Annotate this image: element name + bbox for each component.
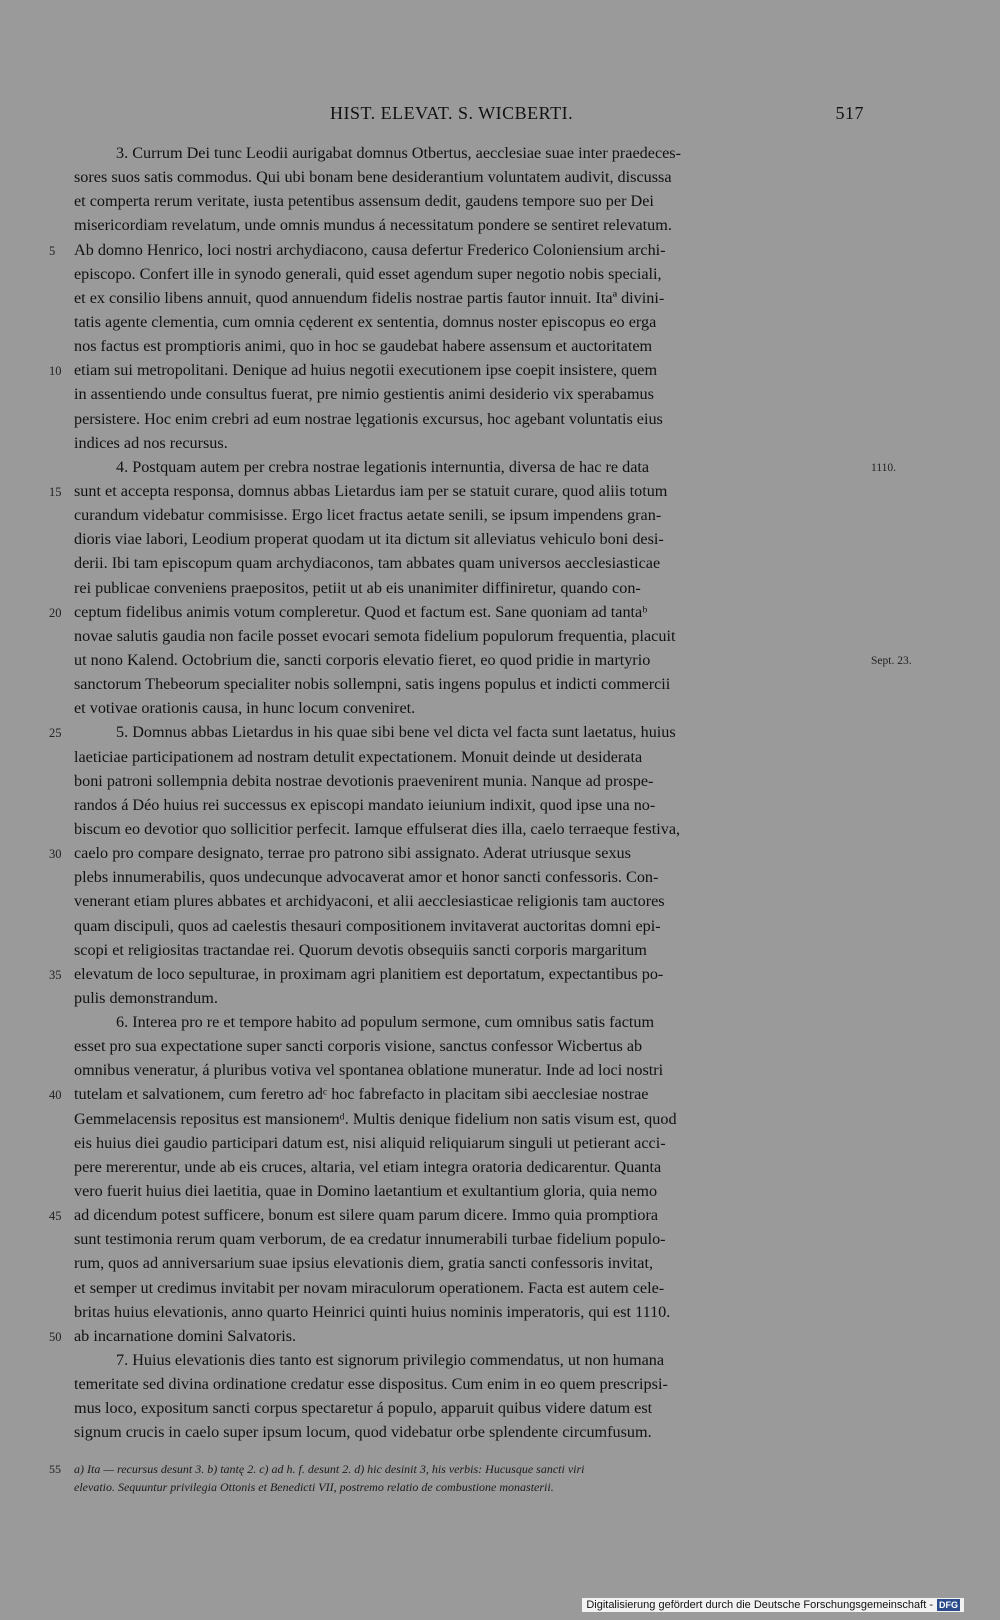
text-line (74, 1227, 864, 1251)
margin-note: 1110. (871, 461, 897, 474)
line-text: rum, quos ad anniversarium suae ipsius elevationis diem, gratia sancti confessoris invitat, (74, 1254, 654, 1273)
line-number: 10 (49, 364, 62, 379)
line-text: mus loco, expositum sancti corpus spectaretur á populo, apparuit quibus videre datum est (74, 1399, 653, 1418)
text-line (74, 1058, 864, 1082)
line-text: esset pro sua expectatione super sancti corporis visione, sanctus confessor Wicbertus ab (74, 1037, 643, 1056)
line-text: 5. Domnus abbas Lietardus in his quae sibi bene vel dicta vel facta sunt laetatus, huius (116, 723, 676, 742)
running-header (74, 103, 864, 129)
line-text: britas huius elevationis, anno quarto Heinrici quinti huius nominis imperatoris, qui est 1110. (74, 1302, 671, 1321)
line-text: ab incarnatione domini Salvatoris. (74, 1326, 297, 1345)
line-text: Gemmelacensis repositus est mansionemᵈ. Multis denique fidelium non satis visum est, quod (74, 1109, 677, 1128)
line-text: et votivae orationis causa, in hunc locum conveniret. (74, 699, 416, 718)
line-text: a) Ita — recursus desunt 3. b) tantę 2. c) ad h. f. desunt 2. d) hic desinit 3, his verbis: Hucusque sancti viri (74, 1462, 585, 1476)
line-text: et comperta rerum veritate, iusta petentibus assensum dedit, gaudens tempore suo per Dei (74, 192, 654, 211)
line-text: dioris viae labori, Leodium properat quodam ut ita dictum sit alleviatus vehiculo boni desi- (74, 530, 664, 549)
line-text: elevatio. Sequuntur privilegia Ottonis et Benedicti VII, postremo relatio de combustione monasterii. (74, 1480, 554, 1494)
footnote-line (74, 1478, 864, 1496)
line-text: novae salutis gaudia non facile posset evocari semota fidelium populorum frequentia, placuit (74, 626, 676, 645)
text-line (74, 624, 864, 648)
text-line (74, 407, 864, 431)
line-text: Ab domno Henrico, loci nostri archydiacono, causa defertur Frederico Coloniensium archi- (74, 240, 666, 259)
text-line (49, 841, 864, 865)
text-line (74, 793, 864, 817)
line-text: ut nono Kalend. Octobrium die, sancti corporis elevatio fieret, eo quod pridie in martyrio (74, 650, 651, 669)
line-text: curandum videbatur commisisse. Ergo licet fractus aetate senili, se ipsum impendens gran- (74, 506, 662, 525)
text-line (74, 672, 864, 696)
text-line (74, 141, 864, 165)
text-line (74, 382, 864, 406)
line-text: signum crucis in caelo super ipsum locum, quod videbatur orbe splendente circumfusum. (74, 1423, 652, 1442)
line-text: 6. Interea pro re et tempore habito ad populum sermone, cum omnibus satis factum (116, 1013, 655, 1032)
text-line (74, 914, 864, 938)
text-line (74, 1010, 864, 1034)
line-text: laeticiae participationem ad nostram detulit expectationem. Monuit deinde ut desiderata (74, 747, 643, 766)
text-line (74, 527, 864, 551)
line-text: tatis agente clementia, cum omnia cęderent ex sententia, domnus noster episcopus eo erga (74, 312, 657, 331)
text-line (49, 479, 864, 503)
text-line (74, 1155, 864, 1179)
line-text: derii. Ibi tam episcopum quam archydiaconos, tam abbates quam universos aecclesiasticae (74, 554, 661, 573)
line-text: caelo pro compare designato, terrae pro patrono sibi assignato. Aderat utriusque sexus (74, 844, 631, 863)
main-text (49, 141, 912, 1445)
text-line (74, 1034, 864, 1058)
line-text: eis huius diei gaudio participari datum est, nisi aliquid reliquiarum singuli ut petierant acci- (74, 1133, 666, 1152)
line-text: sunt et accepta responsa, domnus abbas Lietardus iam per se statuit curare, quod aliis totum (74, 481, 668, 500)
line-number: 35 (49, 967, 62, 982)
text-line (74, 286, 864, 310)
line-text: plebs innumerabilis, quos undecunque advocaverat amor et honor sancti confessoris. Con- (74, 868, 659, 887)
dfg-logo: DFG (939, 1600, 958, 1610)
line-text: sunt testimonia rerum quam verborum, de ea credatur innumerabili turbae fidelium populo- (74, 1230, 666, 1249)
text-line (49, 600, 864, 624)
text-line (49, 1082, 864, 1106)
line-text: elevatum de loco sepulturae, in proximam agri planitiem est deportatum, expectantibus po- (74, 964, 664, 983)
text-line (74, 1420, 864, 1444)
line-text: vero fuerit huius diei laetitia, quae in Domino laetantium et exultantium gloria, quia nemo (74, 1182, 658, 1201)
text-line (74, 769, 864, 793)
text-line (49, 238, 864, 262)
text-line (74, 865, 864, 889)
line-text: sanctorum Thebeorum specialiter nobis sollempni, satis ingens populus et indicti commercii (74, 675, 671, 694)
line-text: 3. Currum Dei tunc Leodii aurigabat domnus Otbertus, aecclesiae suae inter praedeces- (116, 144, 681, 162)
text-line (74, 1107, 864, 1131)
line-text: nos factus est promptioris animi, quo in hoc se gaudebat habere assensum et auctoritatem (74, 337, 653, 356)
line-text: ad dicendum potest sufficere, bonum est silere quam parum dicere. Immo quia promptiora (74, 1206, 659, 1225)
text-line (74, 1251, 864, 1275)
line-number: 25 (49, 726, 62, 741)
text-line (74, 986, 864, 1010)
line-text: et ex consilio libens annuit, quod annuendum fidelis nostrae partis fautor innuit. Itaª divini- (74, 288, 665, 307)
text-line (74, 745, 864, 769)
line-text: etiam sui metropolitani. Denique ad huius negotii executionem ipse coepit insistere, quem (74, 361, 658, 380)
text-line (74, 431, 864, 455)
text-line (74, 1372, 864, 1396)
footnotes (49, 1460, 864, 1496)
page-number: 517 (835, 103, 864, 123)
line-text: indices ad nos recursus. (74, 433, 228, 452)
text-line (49, 358, 864, 382)
text-line (49, 1324, 864, 1348)
line-text: episcopo. Confert ille in synodo generali, quid esset agendum super negotio nobis speciali, (74, 264, 662, 283)
text-line (74, 165, 864, 189)
text-line (74, 648, 912, 672)
line-text: tutelam et salvationem, cum feretro adᶜ hoc fabrefacto in placitam sibi aecclesiae nostrae (74, 1085, 649, 1104)
text-line (74, 551, 864, 575)
text-line (74, 889, 864, 913)
text-line (74, 1276, 864, 1300)
line-number: 45 (49, 1209, 62, 1224)
line-number: 30 (49, 847, 62, 862)
credit-text: Digitalisierung gefördert durch die Deutsche Forschungsgemeinschaft - (586, 1599, 933, 1611)
footnote-line (49, 1460, 864, 1478)
line-number: 20 (49, 605, 62, 620)
text-line (49, 962, 864, 986)
text-line (74, 817, 864, 841)
line-text: scopi et religiositas tractandae rei. Quorum devotis obsequiis sancti corporis margaritum (74, 940, 647, 959)
text-line (74, 1348, 864, 1372)
digitization-credit (582, 1598, 964, 1612)
line-text: boni patroni sollempnia debita nostrae devotionis praevenirent munia. Nanque ad prospe- (74, 771, 654, 790)
line-number: 40 (49, 1088, 62, 1103)
text-line (49, 720, 864, 744)
line-text: 7. Huius elevationis dies tanto est signorum privilegio commendatus, ut non humana (116, 1351, 665, 1370)
line-text: venerant etiam plures abbates et archidyaconi, et alii aecclesiasticae religionis tam auctores (74, 892, 665, 911)
line-text: persistere. Hoc enim crebri ad eum nostrae lęgationis excursus, hoc agebant voluntatis eius (74, 409, 663, 428)
text-line (74, 1300, 864, 1324)
running-title: HIST. ELEVAT. S. WICBERTI. (330, 103, 574, 123)
text-line (74, 503, 864, 527)
text-line (74, 1179, 864, 1203)
text-line (74, 334, 864, 358)
line-number: 50 (49, 1329, 62, 1344)
line-text: temeritate sed divina ordinatione credatur esse dispositus. Cum enim in eo quem prescripsi- (74, 1375, 668, 1394)
text-line (74, 938, 864, 962)
text-line (74, 1131, 864, 1155)
line-text: et semper ut credimus invitabit per novam miraculorum operationem. Facta est autem cele- (74, 1278, 665, 1297)
line-text: pulis demonstrandum. (74, 988, 218, 1007)
line-text: biscum eo devotior quo sollicitior perfecit. Iamque effulserat dies illa, caelo terraeque festiva, (74, 819, 681, 838)
line-text: rei publicae conveniens praepositos, petiit ut ab eis unanimiter diffiniretur, quando con- (74, 578, 641, 597)
line-text: misericordiam revelatum, unde omnis mundus á necessitatum pondere se sentiret relevatum. (74, 216, 672, 235)
line-text: ceptum fidelibus animis votum compleretur. Quod et factum est. Sane quoniam ad tantaᵇ (74, 602, 648, 621)
line-text: in assentiendo unde consultus fuerat, pre nimio gestientis animi desiderio vix sperabamus (74, 385, 654, 404)
text-line (74, 213, 864, 237)
text-line (74, 262, 864, 286)
line-number: 55 (49, 1462, 61, 1476)
text-line (74, 696, 864, 720)
line-text: omnibus veneratur, á pluribus votiva vel spontanea oblatione muneratur. Inde ad loci nostri (74, 1061, 664, 1080)
text-line (74, 455, 897, 479)
line-text: randos á Déo huius rei successus ex episcopi mandato ieiunium indixit, quod ipse una no- (74, 795, 656, 814)
line-text: 4. Postquam autem per crebra nostrae legationis internuntia, diversa de hac re data (116, 457, 650, 476)
line-number: 15 (49, 484, 62, 499)
margin-note: Sept. 23. (871, 654, 912, 667)
line-text: pere mererentur, unde ab eis cruces, altaria, vel etiam integra oratoria dedicarentur. Quanta (74, 1157, 662, 1176)
text-line (74, 576, 864, 600)
line-text: quam discipuli, quos ad caelestis thesauri compositionem invitaverat auctoritas domni epi- (74, 916, 661, 935)
text-line (74, 310, 864, 334)
text-line (74, 189, 864, 213)
text-line (49, 1203, 864, 1227)
line-text: sores suos satis commodus. Qui ubi bonam bene desiderantium voluntatem audivit, discussa (74, 168, 672, 187)
line-number: 5 (49, 243, 56, 258)
text-line (74, 1396, 864, 1420)
